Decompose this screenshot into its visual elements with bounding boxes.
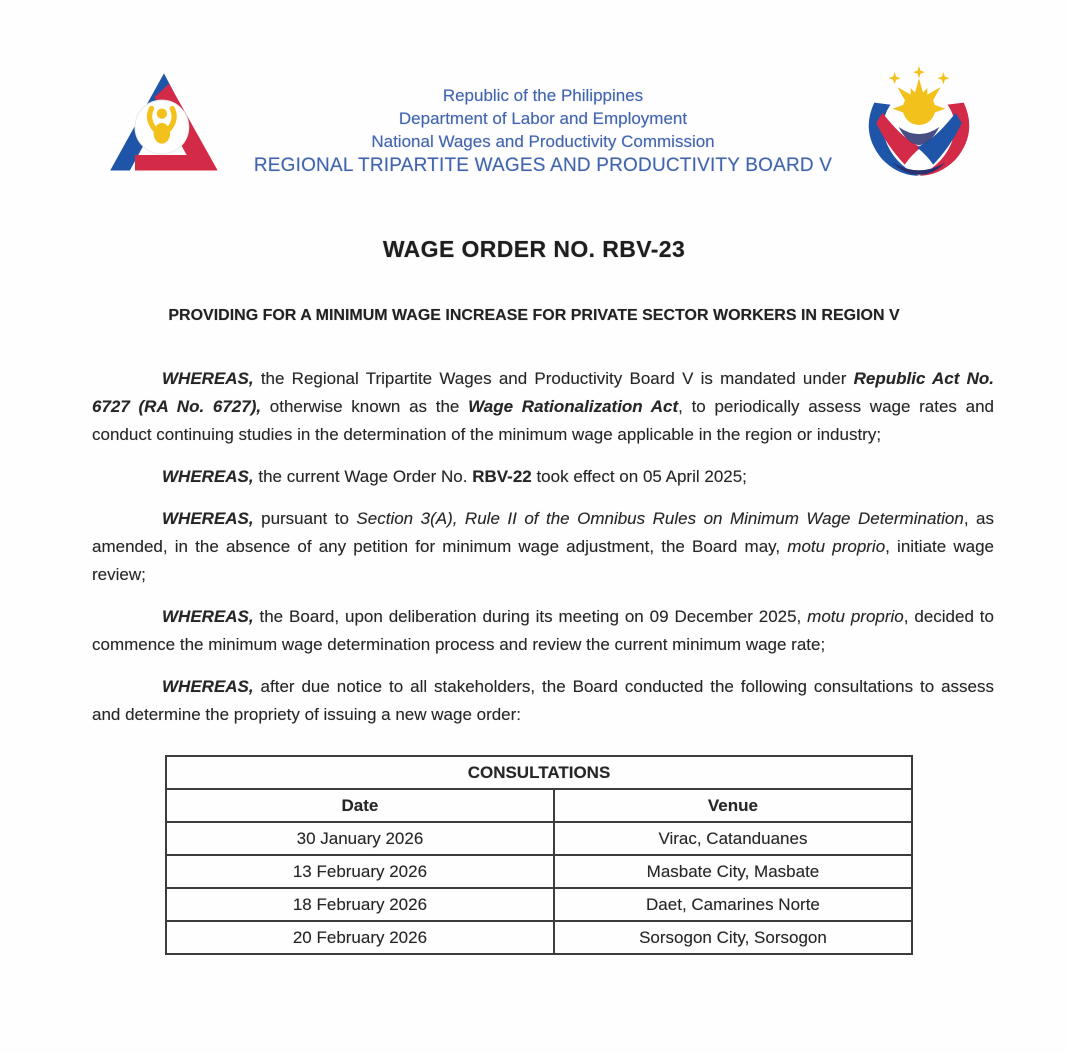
text-run: pursuant to	[253, 509, 357, 528]
text-run: took effect on 05 April 2025;	[531, 467, 747, 486]
text-run: motu proprio	[807, 607, 904, 626]
whereas-paragraph-2	[92, 463, 994, 491]
text-run: the Regional Tripartite Wages and Productivity Board V is mandated under	[253, 369, 854, 388]
whereas-paragraph-5	[92, 673, 994, 729]
whereas-paragraph-1	[92, 365, 994, 449]
text-run: the current Wage Order No.	[253, 467, 473, 486]
text-run: RBV-22	[472, 467, 532, 486]
table-row	[166, 921, 912, 954]
table-title-cell: CONSULTATIONS	[166, 756, 912, 789]
text-run: after due notice to all stakeholders, the Board conducted the following consultations to assess and determine the propriety of issuing a new wage order:	[92, 677, 994, 724]
table-cell: 30 January 2026	[166, 822, 554, 855]
header-line-commission: National Wages and Productivity Commission	[371, 132, 715, 151]
table-cell: 18 February 2026	[166, 888, 554, 921]
table-cell: Sorsogon City, Sorsogon	[554, 921, 912, 954]
table-cell: 13 February 2026	[166, 855, 554, 888]
text-run: Section 3(A), Rule II of the Omnibus Rules on Minimum Wage Determination	[356, 509, 964, 528]
whereas-paragraph-3	[92, 505, 994, 589]
text-run: the Board, upon deliberation during its meeting on 09 December 2025,	[253, 607, 808, 626]
text-run: WHEREAS,	[162, 509, 254, 528]
header-line-department: Department of Labor and Employment	[398, 109, 688, 128]
agency-header-text	[228, 60, 858, 179]
text-run: WHEREAS,	[162, 607, 254, 626]
text-run: Wage Rationalization Act	[468, 397, 679, 416]
text-run: Republic Act No. 6727 (RA No. 6727),	[92, 369, 994, 416]
document-subtitle: PROVIDING FOR A MINIMUM WAGE INCREASE FOR PRIVATE SECTOR WORKERS IN REGION V	[168, 307, 900, 324]
document-body	[0, 325, 1068, 955]
table-title-row	[166, 756, 912, 789]
text-run: , initiate wage review;	[92, 537, 994, 584]
header-line-board: REGIONAL TRIPARTITE WAGES AND PRODUCTIVITY BOARD V	[253, 155, 833, 176]
table-row	[166, 822, 912, 855]
table-cell: Virac, Catanduanes	[554, 822, 912, 855]
table-cell: Daet, Camarines Norte	[554, 888, 912, 921]
text-run: WHEREAS,	[162, 467, 254, 486]
consultations-table	[165, 755, 913, 955]
text-run: WHEREAS,	[162, 369, 254, 388]
column-header-date: Date	[166, 789, 554, 822]
table-cell: 20 February 2026	[166, 921, 554, 954]
table-row	[166, 855, 912, 888]
document-header	[0, 0, 1068, 194]
dole-seal-logo	[104, 60, 228, 190]
text-run: , as amended, in the absence of any petition for minimum wage adjustment, the Board may,	[92, 509, 994, 556]
text-run: , to periodically assess wage rates and conduct continuing studies in the determination of the minimum wage applicable in the region or industry;	[92, 397, 994, 444]
text-run: motu proprio	[787, 537, 886, 556]
whereas-paragraph-4	[92, 603, 994, 659]
table-row	[166, 888, 912, 921]
text-run: WHEREAS,	[162, 677, 254, 696]
table-header-row	[166, 789, 912, 822]
header-line-republic: Republic of the Philippines	[442, 86, 644, 105]
column-header-venue: Venue	[554, 789, 912, 822]
text-run: otherwise known as the	[261, 397, 469, 416]
document-title: WAGE ORDER NO. RBV-23	[382, 236, 686, 262]
text-run: , decided to commence the minimum wage determination process and review the current minimum wage rate;	[92, 607, 994, 654]
nwpc-sun-logo	[858, 60, 980, 194]
table-cell: Masbate City, Masbate	[554, 855, 912, 888]
